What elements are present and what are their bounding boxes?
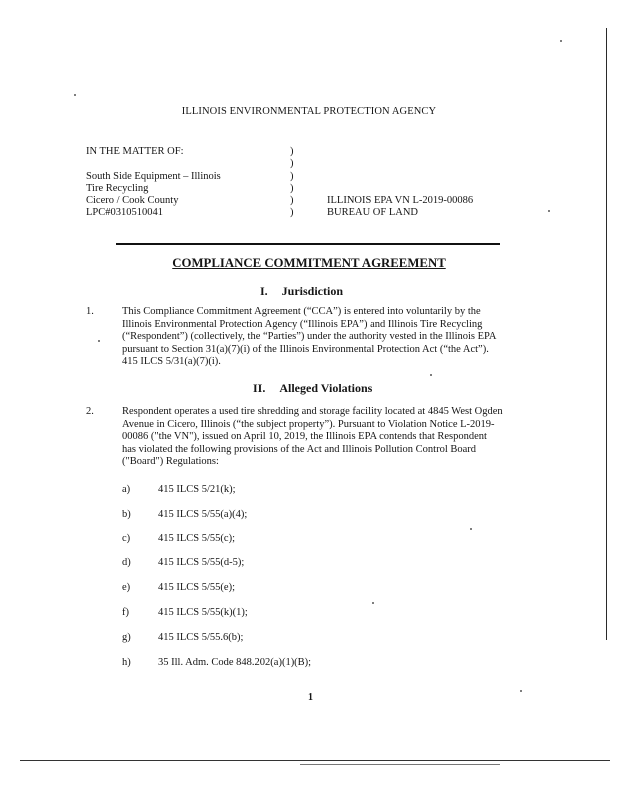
caption-divider bbox=[116, 243, 500, 245]
paragraph-line: has violated the following provisions of the Act and Illinois Pollution Control Board bbox=[122, 443, 477, 455]
page-number: 1 bbox=[308, 692, 313, 703]
list-item-citation: 415 ILCS 5/55(a)(4); bbox=[158, 509, 248, 520]
party-line: LPC#0310510041 bbox=[86, 207, 164, 218]
list-item-citation: 415 ILCS 5/55(e); bbox=[158, 582, 235, 593]
caption-paren: ) bbox=[290, 195, 294, 206]
list-item-citation: 415 ILCS 5/55(d-5); bbox=[158, 557, 245, 568]
scan-speck bbox=[74, 94, 76, 96]
scan-speck bbox=[372, 602, 374, 604]
scan-speck bbox=[560, 40, 562, 42]
list-item-letter: b) bbox=[122, 509, 131, 520]
scan-speck bbox=[520, 690, 522, 692]
section-heading-jurisdiction bbox=[260, 284, 343, 299]
scan-bottom-line-faint bbox=[300, 764, 500, 765]
list-item-citation: 415 ILCS 5/55(k)(1); bbox=[158, 607, 248, 618]
list-item-letter: c) bbox=[122, 533, 131, 544]
list-item-letter: e) bbox=[122, 582, 131, 593]
paragraph-line: (“Respondent”) (collectively, the “Parties”) under the authority vested in the Illinois EPA bbox=[122, 331, 497, 343]
caption-paren: ) bbox=[290, 146, 294, 157]
docket-number: ILLINOIS EPA VN L-2019-00086 bbox=[327, 195, 474, 206]
scan-speck bbox=[470, 528, 472, 530]
list-item-letter: h) bbox=[122, 657, 131, 668]
caption-paren: ) bbox=[290, 171, 294, 182]
paragraph-jurisdiction bbox=[122, 306, 532, 369]
paragraph-number: 2. bbox=[86, 406, 94, 417]
list-item-letter: g) bbox=[122, 632, 131, 643]
paragraph-line: 415 ILCS 5/31(a)(7)(i). bbox=[122, 356, 221, 368]
paragraph-line: 00086 ("the VN"), issued on April 10, 2019, the Illinois EPA contends that Respondent bbox=[122, 431, 487, 443]
caption-paren: ) bbox=[290, 183, 294, 194]
section-title: Alleged Violations bbox=[279, 381, 373, 395]
section-title: Jurisdiction bbox=[281, 284, 344, 298]
document-title: COMPLIANCE COMMITMENT AGREEMENT bbox=[172, 256, 446, 270]
paragraph-line: Respondent operates a used tire shredding and storage facility located at 4845 West Ogden bbox=[122, 406, 503, 417]
paragraph-line: Avenue in Cicero, Illinois (“the subject property”). Pursuant to Violation Notice L-2019- bbox=[122, 418, 495, 430]
section-heading-alleged-violations bbox=[253, 381, 372, 396]
caption-paren: ) bbox=[290, 207, 294, 218]
agency-header: ILLINOIS ENVIRONMENTAL PROTECTION AGENCY bbox=[181, 106, 437, 117]
bureau-name: BUREAU OF LAND bbox=[327, 207, 419, 218]
caption-paren: ) bbox=[290, 158, 294, 169]
list-item-letter: a) bbox=[122, 484, 131, 495]
party-line: Tire Recycling bbox=[86, 183, 149, 194]
scan-speck bbox=[98, 340, 100, 342]
list-item-citation: 415 ILCS 5/21(k); bbox=[158, 484, 236, 495]
paragraph-line: ("Board") Regulations: bbox=[122, 456, 219, 468]
list-item-letter: d) bbox=[122, 557, 131, 568]
list-item-citation: 415 ILCS 5/55(c); bbox=[158, 533, 235, 544]
section-number: I. bbox=[260, 284, 268, 298]
section-number: II. bbox=[253, 381, 266, 395]
scan-edge-line bbox=[606, 28, 607, 640]
paragraph-line: Illinois Environmental Protection Agency (“Illinois EPA”) and Illinois Tire Recycling bbox=[122, 318, 483, 330]
paragraph-line: This Compliance Commitment Agreement (“CCA”) is entered into voluntarily by the bbox=[122, 306, 481, 317]
scan-bottom-line bbox=[20, 760, 610, 761]
paragraph-alleged-violations bbox=[122, 406, 532, 469]
scan-speck bbox=[430, 374, 432, 376]
paragraph-line: pursuant to Section 31(a)(7)(i) of the Illinois Environmental Protection Act (“the Act”). bbox=[122, 343, 489, 355]
list-item-letter: f) bbox=[122, 607, 129, 618]
matter-label: IN THE MATTER OF: bbox=[86, 146, 184, 157]
paragraph-number: 1. bbox=[86, 306, 94, 317]
scan-speck bbox=[548, 210, 550, 212]
list-item-citation: 415 ILCS 5/55.6(b); bbox=[158, 632, 244, 643]
party-line: South Side Equipment – Illinois bbox=[86, 171, 221, 182]
list-item-citation: 35 Ill. Adm. Code 848.202(a)(1)(B); bbox=[158, 657, 312, 668]
party-line: Cicero / Cook County bbox=[86, 195, 179, 206]
